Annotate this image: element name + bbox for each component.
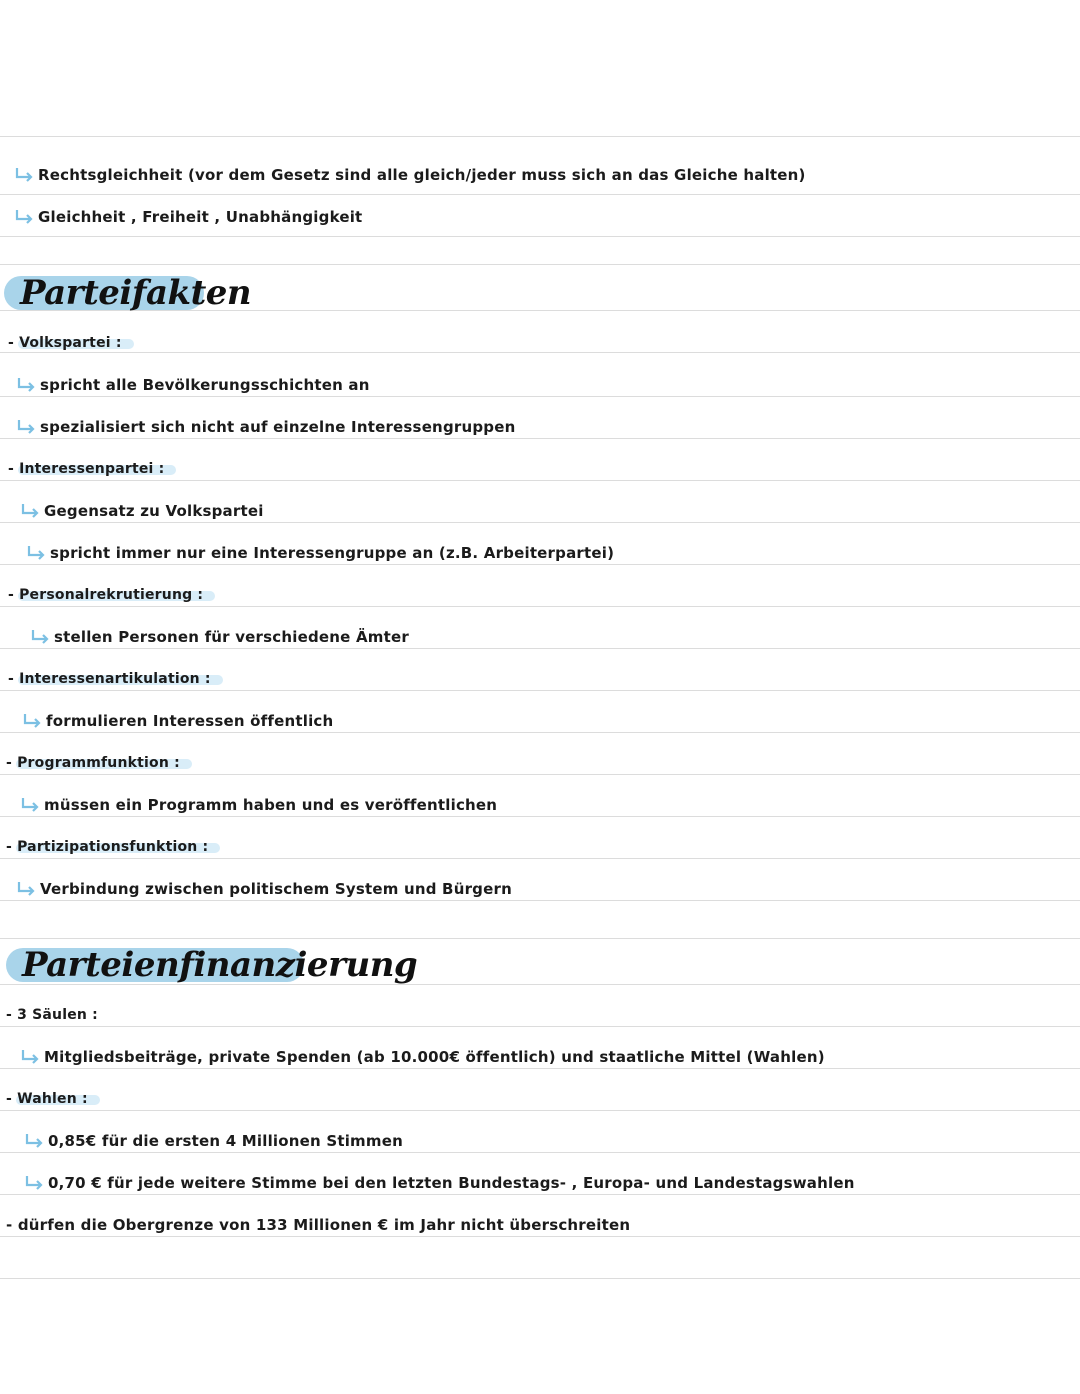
heading-text: Parteienfinanzierung <box>22 945 418 985</box>
bullet-text: 0,70 € für jede weitere Stimme bei den letzten Bundestags- , Europa- und Landestagswahlen <box>48 1174 855 1192</box>
arrow-icon <box>16 881 36 897</box>
arrow-icon <box>24 1175 44 1191</box>
bullet-text: spricht immer nur eine Interessengruppe an (z.B. Arbeiterpartei) <box>50 544 615 562</box>
label-saeulen <box>2 1000 104 1030</box>
label-text: - Programmfunktion : <box>6 755 180 771</box>
label-volkspartei <box>4 328 128 358</box>
obergrenze-text: - dürfen die Obergrenze von 133 Millionen € im Jahr nicht überschreiten <box>6 1216 631 1234</box>
bullet-text: Gegensatz zu Volkspartei <box>44 502 264 520</box>
label-text: - Interessenartikulation : <box>8 671 211 687</box>
bullet-rechtsgleichheit <box>14 160 806 190</box>
label-text: - Wahlen : <box>6 1091 88 1107</box>
bullet-partizipationsfunktion-1 <box>16 874 512 904</box>
label-text: - Interessenpartei : <box>8 461 165 477</box>
bullet-text: 0,85€ für die ersten 4 Millionen Stimmen <box>48 1132 403 1150</box>
bullet-text: Gleichheit , Freiheit , Unabhängigkeit <box>38 208 363 226</box>
bullet-interessenartikulation-1 <box>22 706 333 736</box>
bullet-gleichheit <box>14 202 362 232</box>
bullet-volkspartei-1 <box>16 370 370 400</box>
heading-parteifakten <box>4 270 251 316</box>
label-interessenpartei <box>4 454 170 484</box>
arrow-icon <box>16 377 36 393</box>
bullet-text: Mitgliedsbeiträge, private Spenden (ab 10.000€ öffentlich) und staatliche Mittel (Wahlen) <box>44 1048 825 1066</box>
arrow-icon <box>22 713 42 729</box>
heading-text: Parteifakten <box>20 273 252 313</box>
bullet-wahlen-1 <box>24 1126 403 1156</box>
arrow-icon <box>20 503 40 519</box>
bullet-text: Rechtsgleichheit (vor dem Gesetz sind alle gleich/jeder muss sich an das Gleiche halten) <box>38 166 806 184</box>
arrow-icon <box>16 419 36 435</box>
bullet-volkspartei-2 <box>16 412 515 442</box>
arrow-icon <box>14 209 34 225</box>
arrow-icon <box>20 797 40 813</box>
line-obergrenze <box>6 1210 630 1240</box>
bullet-text: formulieren Interessen öffentlich <box>46 712 334 730</box>
arrow-icon <box>20 1049 40 1065</box>
label-text: - Personalrekrutierung : <box>8 587 204 603</box>
bullet-personalrekrutierung-1 <box>30 622 409 652</box>
label-personalrekrutierung <box>4 580 209 610</box>
bullet-text: Verbindung zwischen politischem System und Bürgern <box>40 880 512 898</box>
label-partizipationsfunktion <box>2 832 214 862</box>
label-interessenartikulation <box>4 664 217 694</box>
arrow-icon <box>24 1133 44 1149</box>
bullet-text: spricht alle Bevölkerungsschichten an <box>40 376 370 394</box>
bullet-saeulen-1 <box>20 1042 825 1072</box>
bullet-interessenpartei-2 <box>26 538 614 568</box>
bullet-programmfunktion-1 <box>20 790 497 820</box>
label-text: - 3 Säulen : <box>6 1007 98 1023</box>
bullet-text: spezialisiert sich nicht auf einzelne Interessengruppen <box>40 418 516 436</box>
label-programmfunktion <box>2 748 186 778</box>
label-text: - Volkspartei : <box>8 335 122 351</box>
arrow-icon <box>14 167 34 183</box>
heading-parteienfinanzierung <box>6 942 417 988</box>
bullet-text: müssen ein Programm haben und es veröffentlichen <box>44 796 498 814</box>
bullet-text: stellen Personen für verschiedene Ämter <box>54 628 409 646</box>
label-wahlen <box>2 1084 94 1114</box>
label-text: - Partizipationsfunktion : <box>6 839 209 855</box>
bullet-wahlen-2 <box>24 1168 855 1198</box>
bullet-interessenpartei-1 <box>20 496 264 526</box>
arrow-icon <box>30 629 50 645</box>
arrow-icon <box>26 545 46 561</box>
